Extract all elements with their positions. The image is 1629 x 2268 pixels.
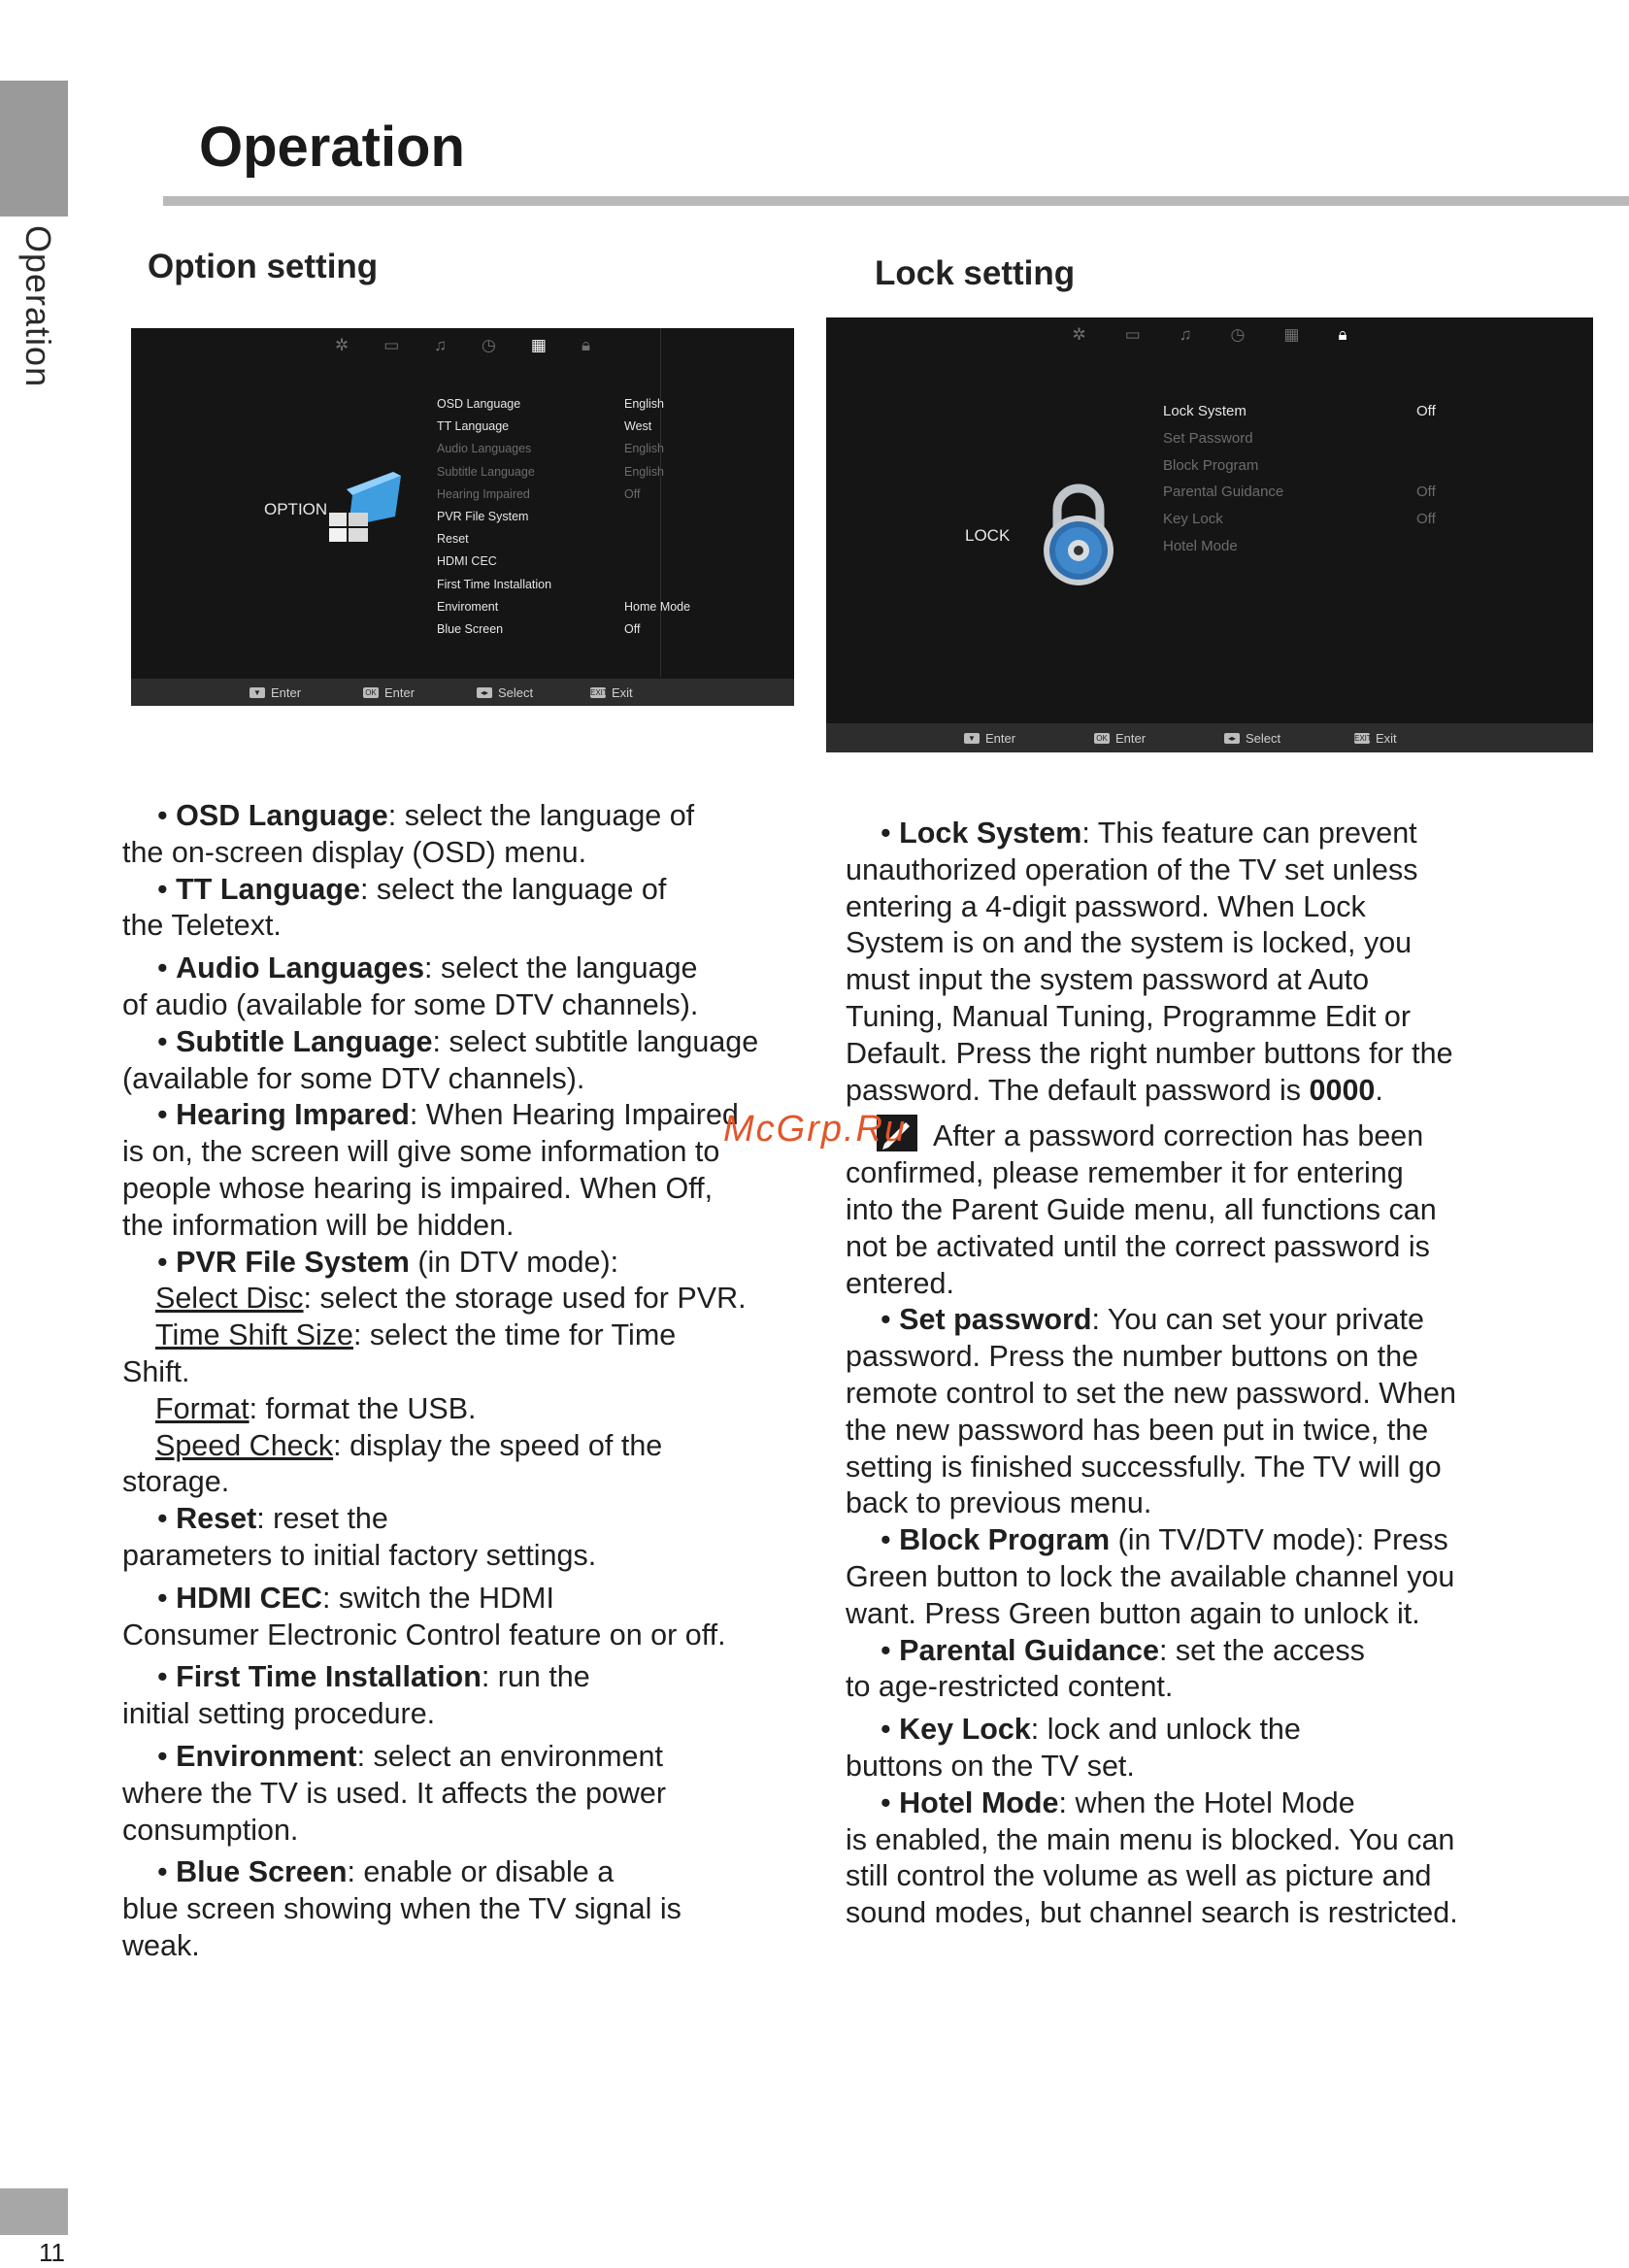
desc-line: confirmed, please remember it for entering <box>846 1156 1404 1190</box>
desc-line: the on-screen display (OSD) menu. <box>122 835 587 869</box>
desc-line: password. Press the number buttons on the <box>846 1340 1418 1374</box>
desc-hotel-mode: : when the Hotel Mode <box>1058 1785 1355 1819</box>
remote-key-icon: ◂▸ <box>1224 733 1240 744</box>
music-note-icon: ♫ <box>434 336 448 354</box>
desc-line: the information will be hidden. <box>122 1208 515 1242</box>
menu-category-icons <box>131 336 794 355</box>
footer-hint <box>249 685 301 700</box>
menu-item-label[interactable]: Audio Languages <box>437 442 532 456</box>
footer-hint-label: Enter <box>985 731 1016 746</box>
desc-speed-check: : display the speed of the <box>333 1428 663 1462</box>
desc-line: . <box>1375 1073 1383 1107</box>
music-note-icon: ♫ <box>1179 325 1192 344</box>
footer-hint-label: Enter <box>271 685 302 700</box>
option-setting-heading: Option setting <box>148 248 379 285</box>
desc-tt-language: : select the language of <box>359 872 667 906</box>
watermark-text: McGrp.Ru <box>723 1109 908 1150</box>
term-environment: Environment <box>176 1739 357 1773</box>
desc-line: weak. <box>122 1928 200 1962</box>
menu-item-label[interactable]: Lock System <box>1163 403 1247 419</box>
remote-key-icon: ▼ <box>249 687 265 698</box>
desc-line: people whose hearing is impaired. When Off, <box>122 1171 714 1205</box>
footer-hint <box>1094 731 1146 746</box>
term-time-shift-size: Time Shift Size <box>155 1318 353 1352</box>
menu-item-value: English <box>624 397 664 411</box>
bullet-environment: • Environment: select an environment <box>157 1739 663 1773</box>
term-first-time-installation: First Time Installation <box>176 1660 482 1694</box>
footer-hint-label: Exit <box>612 685 633 700</box>
desc-line: of audio (available for some DTV channels). <box>122 987 699 1021</box>
remote-key-icon: OK <box>1094 733 1110 744</box>
menu-item-value: Off <box>1416 484 1436 501</box>
menu-item-label[interactable]: Parental Guidance <box>1163 484 1284 501</box>
footer-hint <box>477 685 533 700</box>
default-password-value: 0000 <box>1309 1073 1376 1107</box>
remote-key-icon: OK <box>363 687 379 698</box>
remote-key-icon: ◂▸ <box>477 687 492 698</box>
page-number-tab <box>0 2188 68 2235</box>
menu-item-label[interactable]: PVR File System <box>437 510 529 523</box>
option-grid-icon: ▦ <box>1283 325 1300 344</box>
gear-icon: ✲ <box>1072 325 1086 344</box>
term-lock-system: Lock System <box>899 817 1082 850</box>
desc-hearing-impaired: : When Hearing Impaired <box>409 1098 739 1132</box>
bullet-tt-language: • TT Language: select the language of <box>157 872 667 906</box>
footer-hint <box>590 685 633 700</box>
menu-item-value: English <box>624 442 664 456</box>
bullet-audio-languages: • Audio Languages: select the language <box>157 951 698 985</box>
option-screen-label: OPTION <box>264 500 328 518</box>
menu-divider <box>660 328 661 678</box>
menu-item-label[interactable]: OSD Language <box>437 397 521 411</box>
desc-line: Tuning, Manual Tuning, Programme Edit or <box>846 999 1412 1033</box>
menu-item-value: Off <box>624 486 641 501</box>
footer-hint <box>363 685 415 700</box>
footer-hint <box>964 731 1015 746</box>
desc-line: entering a 4-digit password. When Lock <box>846 889 1366 923</box>
menu-item-label[interactable]: Hotel Mode <box>1163 538 1238 554</box>
desc-first-time-installation: : run the <box>481 1660 590 1694</box>
desc-line: is enabled, the main menu is blocked. You can <box>846 1822 1455 1856</box>
padlock-dial-icon <box>1032 483 1125 589</box>
desc-format: : format the USB. <box>249 1391 477 1425</box>
term-block-program: Block Program <box>899 1523 1111 1557</box>
bullet-lock-system: • Lock System: This feature can prevent <box>881 817 1417 850</box>
page-title: Operation <box>199 116 465 179</box>
menu-item-label[interactable]: Hearing Impaired <box>437 486 530 501</box>
term-pvr-file-system: PVR File System <box>176 1245 410 1279</box>
lock-footer-bar <box>826 723 1593 752</box>
desc-block-program: (in TV/DTV mode): Press <box>1110 1523 1448 1557</box>
desc-subtitle-language: : select subtitle language <box>432 1024 759 1058</box>
page-number: 11 <box>39 2238 65 2267</box>
menu-item-label[interactable]: HDMI CEC <box>437 554 497 569</box>
desc-hdmi-cec: : switch the HDMI <box>321 1581 554 1615</box>
menu-item-label[interactable]: First Time Installation <box>437 577 552 591</box>
lock-descriptions <box>846 816 1612 1932</box>
desc-reset: : reset the <box>256 1502 388 1536</box>
desc-line: entered. <box>846 1266 954 1300</box>
desc-line: Shift. <box>122 1354 190 1388</box>
note-paragraph <box>846 1115 1612 1155</box>
bullet-reset: • Reset: reset the <box>157 1502 388 1536</box>
term-speed-check: Speed Check <box>155 1428 334 1462</box>
desc-line: not be activated until the correct password is <box>846 1229 1430 1263</box>
menu-item-label[interactable]: Subtitle Language <box>437 464 535 479</box>
desc-pvr-file-system: (in DTV mode): <box>409 1245 619 1279</box>
menu-item-value: Off <box>1416 403 1436 419</box>
desc-key-lock: : lock and unlock the <box>1030 1713 1301 1747</box>
desc-line: still control the volume as well as picture and <box>846 1859 1432 1893</box>
desc-line: is on, the screen will give some information to <box>122 1135 720 1169</box>
gear-icon: ✲ <box>334 336 349 354</box>
desc-line: want. Press Green button again to unlock it. <box>846 1596 1420 1630</box>
monitor-icon: ▭ <box>1124 325 1141 344</box>
bullet-block-program: • Block Program (in TV/DTV mode): Press <box>881 1523 1448 1557</box>
desc-parental-guidance: : set the access <box>1158 1633 1365 1667</box>
desc-line: blue screen showing when the TV signal is <box>122 1892 682 1926</box>
sub-time-shift-size <box>122 1317 821 1354</box>
clock-icon: ◷ <box>482 336 496 354</box>
footer-hint <box>1224 731 1280 746</box>
remote-key-icon: EXIT <box>590 688 608 697</box>
term-osd-language: OSD Language <box>176 799 388 832</box>
remote-key-icon: EXIT <box>1354 734 1372 743</box>
desc-lock-system: : This feature can prevent <box>1081 817 1417 850</box>
desc-line: unauthorized operation of the TV set unless <box>846 852 1418 886</box>
desc-line: back to previous menu. <box>846 1486 1152 1520</box>
menu-category-icons <box>826 325 1593 345</box>
footer-hint-label: Enter <box>384 685 416 700</box>
desc-line: the Teletext. <box>122 909 282 943</box>
footer-hint-label: Select <box>498 685 534 700</box>
option-grid-icon: ▦ <box>530 336 547 354</box>
bullet-blue-screen: • Blue Screen: enable or disable a <box>157 1855 615 1889</box>
title-rule <box>163 196 1629 206</box>
bullet-hotel-mode: • Hotel Mode: when the Hotel Mode <box>881 1785 1355 1819</box>
bullet-first-time-installation: • First Time Installation: run the <box>157 1660 590 1694</box>
option-descriptions <box>122 798 821 1965</box>
footer-hint <box>1354 731 1397 746</box>
desc-audio-languages: : select the language <box>424 951 698 985</box>
bullet-set-password: • Set password: You can set your private <box>881 1303 1424 1337</box>
desc-line: (available for some DTV channels). <box>122 1061 585 1095</box>
clock-icon: ◷ <box>1230 325 1246 344</box>
desc-time-shift-size: : select the time for Time <box>352 1318 677 1352</box>
lock-setting-heading: Lock setting <box>875 254 1076 292</box>
desc-line: Default. Press the right number buttons for the <box>846 1036 1453 1070</box>
desc-line: buttons on the TV set. <box>846 1749 1135 1783</box>
desc-osd-language: : select the language of <box>387 799 695 832</box>
bullet-osd-language: • OSD Language: select the language of <box>157 799 695 832</box>
desc-line: Green button to lock the available channel you <box>846 1559 1455 1593</box>
monitor-icon: ▭ <box>383 336 400 354</box>
term-format: Format <box>155 1391 249 1425</box>
menu-item-label[interactable]: Key Lock <box>1163 511 1223 528</box>
footer-hint-label: Exit <box>1376 731 1397 746</box>
desc-select-disc: : select the storage used for PVR. <box>303 1282 747 1316</box>
side-section-label: Operation <box>18 225 58 388</box>
desc-line: System is on and the system is locked, you <box>846 926 1413 960</box>
term-hearing-impaired: Hearing Impared <box>176 1098 410 1132</box>
term-reset: Reset <box>176 1502 257 1536</box>
bullet-key-lock: • Key Lock: lock and unlock the <box>881 1713 1301 1747</box>
option-menu-screenshot <box>131 328 794 706</box>
bullet-hearing-impaired: • Hearing Impared: When Hearing Impaired <box>157 1098 739 1132</box>
term-subtitle-language: Subtitle Language <box>176 1024 433 1058</box>
bullet-hdmi-cec: • HDMI CEC: switch the HDMI <box>157 1581 554 1615</box>
term-parental-guidance: Parental Guidance <box>899 1633 1159 1667</box>
bullet-parental-guidance: • Parental Guidance: set the access <box>881 1633 1365 1667</box>
menu-item-value: Off <box>1416 511 1436 528</box>
term-hdmi-cec: HDMI CEC <box>176 1581 322 1615</box>
sub-speed-check <box>122 1428 821 1465</box>
term-blue-screen: Blue Screen <box>176 1855 348 1889</box>
lock-icon: 🔒︎ <box>581 336 590 354</box>
sub-format <box>122 1391 821 1428</box>
desc-line: parameters to initial factory settings. <box>122 1538 597 1572</box>
menu-item-label[interactable]: Reset <box>437 532 469 547</box>
desc-line: initial setting procedure. <box>122 1697 436 1731</box>
sub-select-disc <box>122 1281 821 1317</box>
bullet-subtitle-language: • Subtitle Language: select subtitle language <box>157 1024 759 1058</box>
desc-line: storage. <box>122 1465 230 1499</box>
desc-line: the new password has been put in twice, the <box>846 1413 1429 1447</box>
term-hotel-mode: Hotel Mode <box>899 1785 1059 1819</box>
menu-item-value: Home Mode <box>624 599 691 614</box>
desc-environment: : select an environment <box>356 1739 663 1773</box>
desc-line: remote control to set the new password. When <box>846 1376 1456 1410</box>
term-tt-language: TT Language <box>176 872 360 906</box>
menu-item-value: Off <box>624 622 641 636</box>
menu-item-label[interactable]: TT Language <box>437 419 510 434</box>
desc-line: Consumer Electronic Control feature on or off. <box>122 1618 726 1651</box>
menu-item-label[interactable]: Set Password <box>1163 429 1253 447</box>
term-select-disc: Select Disc <box>155 1282 304 1316</box>
term-set-password: Set password <box>899 1303 1092 1337</box>
side-tab-marker <box>0 81 68 217</box>
desc-line: to age-restricted content. <box>846 1670 1174 1704</box>
remote-key-icon: ▼ <box>964 733 980 744</box>
desc-line: consumption. <box>122 1813 299 1847</box>
desc-set-password: : You can set your private <box>1091 1303 1424 1337</box>
menu-item-label[interactable]: Block Program <box>1163 456 1259 474</box>
desc-line: must input the system password at Auto <box>846 963 1370 997</box>
menu-item-value: West <box>624 419 652 434</box>
bullet-pvr-file-system: • PVR File System (in DTV mode): <box>157 1245 619 1279</box>
desc-line: setting is finished successfully. The TV will go <box>846 1450 1442 1484</box>
term-key-lock: Key Lock <box>899 1713 1031 1747</box>
term-audio-languages: Audio Languages <box>176 951 425 985</box>
desc-blue-screen: : enable or disable a <box>347 1855 615 1889</box>
default-password-line <box>846 1073 1612 1110</box>
desc-line: into the Parent Guide menu, all functions can <box>846 1192 1437 1226</box>
menu-item-label[interactable]: Enviroment <box>437 599 499 614</box>
footer-hint-label: Select <box>1246 731 1281 746</box>
desc-line: password. The default password is <box>846 1073 1310 1107</box>
desc-line: After a password correction has been <box>933 1119 1424 1153</box>
desc-line: where the TV is used. It affects the power <box>122 1776 667 1810</box>
menu-item-label[interactable]: Blue Screen <box>437 622 504 636</box>
lock-screen-label: LOCK <box>965 526 1011 545</box>
desc-line: sound modes, but channel search is restricted. <box>846 1896 1458 1930</box>
lock-menu-screenshot <box>826 317 1593 752</box>
footer-hint-label: Enter <box>1115 731 1147 746</box>
menu-item-value: English <box>624 464 664 479</box>
lock-icon: 🔒︎ <box>1338 325 1347 344</box>
option-footer-bar <box>131 679 794 706</box>
option-cube-icon <box>325 466 403 544</box>
